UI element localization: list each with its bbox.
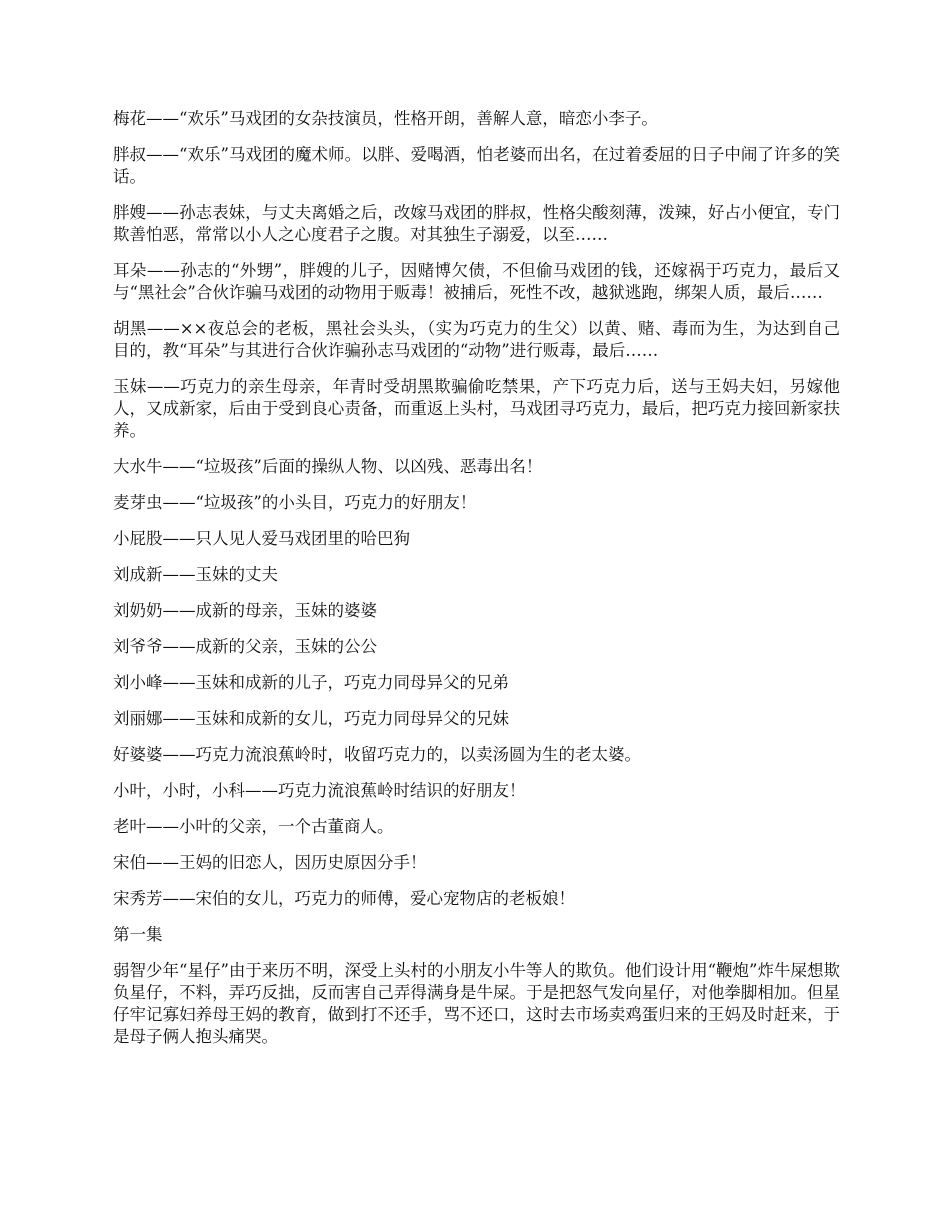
character-dashuiniu: 大水牛——“垃圾孩”后面的操纵人物、以凶残、恶毒出名！	[113, 457, 543, 476]
character-pangshu: 胖叔——“欢乐”马戏团的魔术师。以胖、爱喝酒，怕老婆而出名，在过着委屈的日子中闹了许多的笑话。	[113, 145, 840, 186]
character-songxiufang: 宋秀芳——宋伯的女儿，巧克力的师傅，爱心宠物店的老板娘！	[113, 889, 575, 908]
character-pangsao: 胖嫂——孙志表妹，与丈夫离婚之后，改嫁马戏团的胖叔，性格尖酸刻薄，泼辣，好占小便宜，专门欺善怕恶，常常以小人之心度君子之腹。对其独生子溺爱，以至……	[113, 203, 840, 244]
character-meihua: 梅花——“欢乐”马戏团的女杂技演员，性格开朗，善解人意，暗恋小李子。	[113, 109, 658, 128]
character-maiyachong: 麦芽虫——“垃圾孩”的小头目，巧克力的好朋友！	[113, 493, 477, 512]
document-page	[113, 108, 840, 1062]
character-songbo: 宋伯——王妈的旧恋人，因历史原因分手！	[113, 853, 427, 872]
character-xiaopigu: 小屁股——只人见人爱马戏团里的哈巴狗	[113, 529, 410, 548]
episode-synopsis: 弱智少年“星仔”由于来历不明，深受上头村的小朋友小牛等人的欺负。他们设计用“鞭炮”炸牛屎想欺负星仔，不料，弄巧反拙，反而害自己弄得满身是牛屎。于是把怒气发向星仔，对他拳脚相加。但星仔牢记寡妇养母王妈的教育，做到打不还手，骂不还口，这时去市场卖鸡蛋归来的王妈及时赶来，于是母子俩人抱头痛哭。	[113, 961, 840, 1046]
character-liunainai: 刘奶奶——成新的母亲，玉妹的婆婆	[113, 601, 377, 620]
character-laoye: 老叶——小叶的父亲，一个古董商人。	[113, 817, 394, 836]
character-liuxiaofeng: 刘小峰——玉妹和成新的儿子，巧克力同母异父的兄弟	[113, 673, 509, 692]
character-xiaoye-group: 小叶，小时，小科——巧克力流浪蕉岭时结识的好朋友！	[113, 781, 526, 800]
character-erduo: 耳朵——孙志的“外甥”，胖嫂的儿子，因赌博欠债，不但偷马戏团的钱，还嫁祸于巧克力，最后又与“黑社会”合伙诈骗马戏团的动物用于贩毒！被捕后，死性不改，越狱逃跑，绑架人质，最后……	[113, 261, 840, 302]
episode-heading: 第一集	[113, 925, 163, 944]
character-liuchengxin: 刘成新——玉妹的丈夫	[113, 565, 278, 584]
character-haopopo: 好婆婆——巧克力流浪蕉岭时，收留巧克力的，以卖汤圆为生的老太婆。	[113, 745, 641, 764]
character-liuyeye: 刘爷爷——成新的父亲，玉妹的公公	[113, 637, 377, 656]
character-yumei: 玉妹——巧克力的亲生母亲，年青时受胡黑欺骗偷吃禁果，产下巧克力后，送与王妈夫妇，另嫁他人，又成新家，后由于受到良心责备，而重返上头村，马戏团寻巧克力，最后，把巧克力接回新家扶养。	[113, 377, 840, 440]
character-liulina: 刘丽娜——玉妹和成新的女儿，巧克力同母异父的兄妹	[113, 709, 509, 728]
character-huhei: 胡黑——××夜总会的老板，黑社会头头，（实为巧克力的生父）以黄、赌、毒而为生，为达到自己目的，教“耳朵”与其进行合伙诈骗孙志马戏团的“动物”进行贩毒，最后……	[113, 319, 840, 360]
